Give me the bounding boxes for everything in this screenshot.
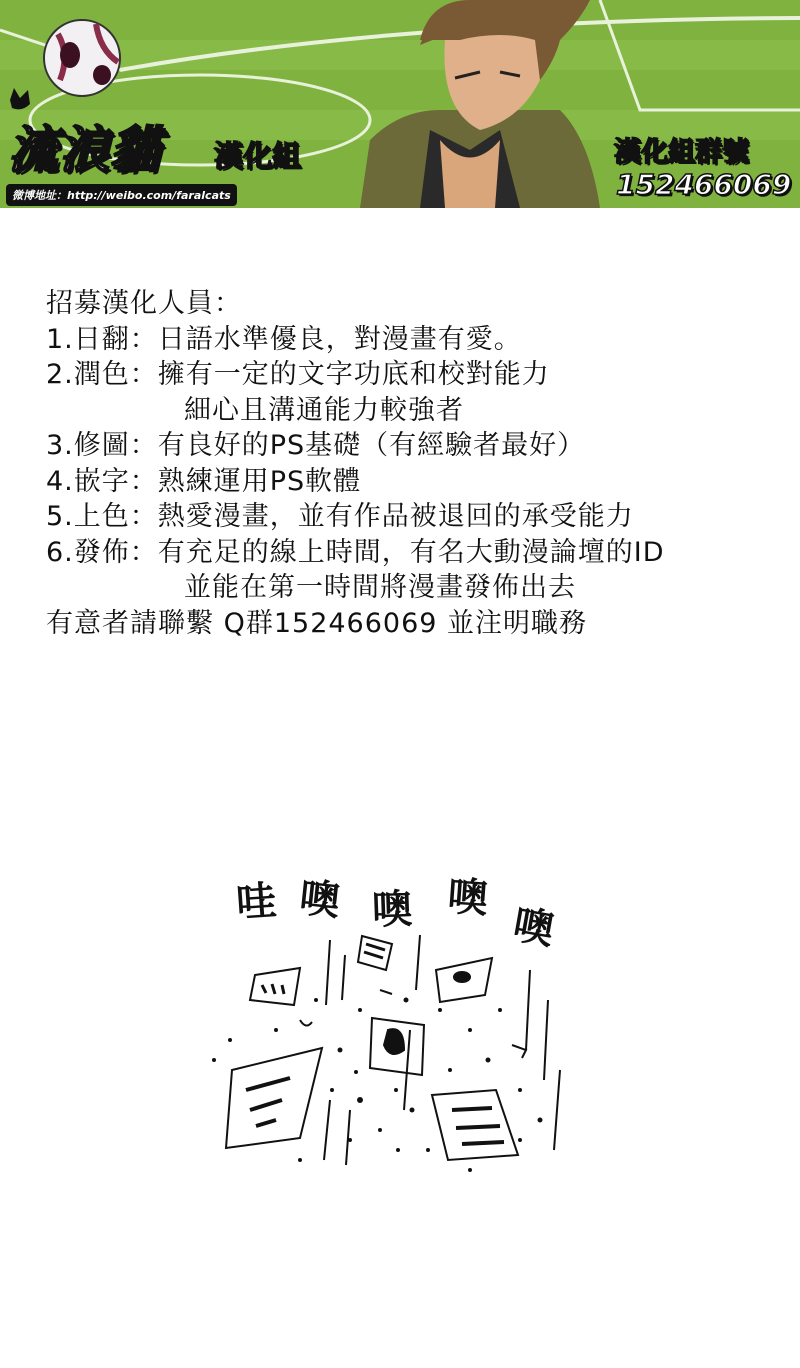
sfx-char: 噢 — [509, 901, 558, 955]
weibo-address: 微博地址：http://weibo.com/faralcats — [6, 184, 237, 206]
group-number-label: 漢化組群號 — [614, 137, 749, 168]
sfx-char: 噢 — [297, 875, 342, 925]
recruitment-line: 並能在第一時間將漫畫發佈出去 — [184, 572, 576, 603]
recruitment-line: 4.嵌字：熟練運用PS軟體 — [46, 465, 362, 497]
sfx-char: 哇 — [234, 877, 278, 927]
recruitment-line: 6.發佈：有充足的線上時間，有名大動漫論壇的ID — [46, 536, 665, 568]
sfx-char: 噢 — [371, 886, 413, 934]
recruitment-title: 招募漢化人員： — [46, 288, 242, 319]
recruitment-line: 5.上色：熱愛漫畫，並有作品被退回的承受能力 — [46, 501, 634, 532]
recruitment-contact: 有意者請聯繫 Q群152466069 並注明職務 — [46, 607, 588, 639]
recruitment-line: 2.潤色：擁有一定的文字功底和校對能力 — [46, 359, 550, 390]
group-logo-main: 流浪貓 — [8, 121, 161, 179]
recruitment-notice — [46, 286, 786, 641]
recruitment-line: 3.修圖：有良好的PS基礎（有經驗者最好） — [46, 430, 586, 461]
recruitment-line: 1.日翻：日語水準優良，對漫畫有愛。 — [46, 323, 522, 355]
group-number-value: 152466069 — [616, 168, 792, 201]
recruitment-line: 細心且溝通能力較強者 — [184, 394, 464, 426]
group-logo-sub: 漢化組 — [214, 139, 302, 173]
header-banner — [0, 0, 800, 208]
sfx-char: 噢 — [446, 873, 490, 923]
